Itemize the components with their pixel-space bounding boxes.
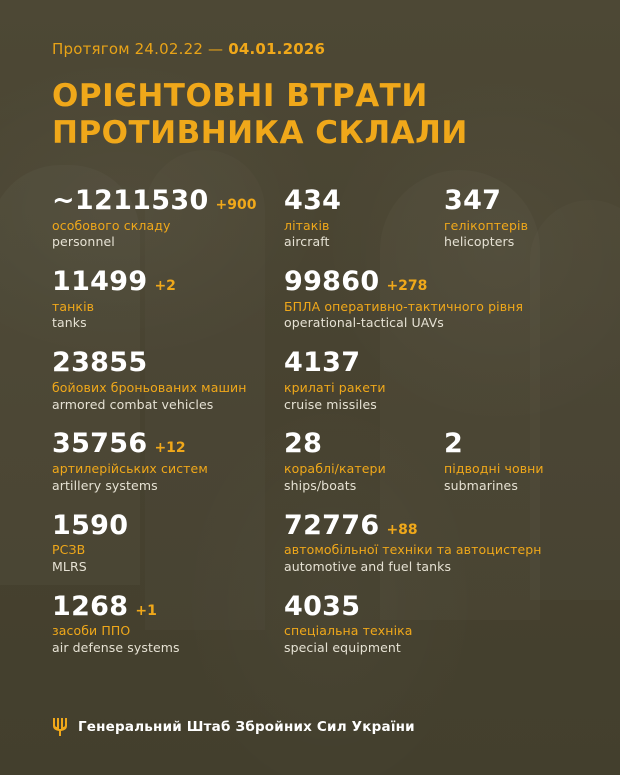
stat-number-line [444, 187, 564, 215]
stat-label-ua: особового складу [52, 217, 171, 233]
losses-row [52, 430, 568, 494]
stat-value: 28 [284, 428, 323, 460]
stat-delta: +278 [386, 278, 428, 295]
stat-number-line [444, 430, 564, 458]
stat-air-defense-systems [52, 590, 284, 657]
losses-grid [52, 187, 568, 657]
stat-special-equipment [284, 590, 584, 657]
stat-value: 1268 [52, 590, 129, 622]
stat-helicopters [444, 187, 564, 251]
stat-label-en: personnel [52, 234, 115, 250]
losses-row [52, 349, 568, 413]
stat-value: 4137 [284, 347, 361, 379]
losses-row [52, 187, 568, 251]
stat-delta: +88 [386, 521, 418, 538]
stat-label-ua: танків [52, 298, 95, 314]
stat-label-en: artillery systems [52, 477, 158, 493]
stat-artillery-systems [52, 430, 284, 494]
trident-icon [52, 717, 68, 737]
stat-label-en: MLRS [52, 558, 87, 574]
stat-personnel [52, 187, 284, 251]
losses-row [52, 590, 568, 657]
stat-label-ua: кораблі/катери [284, 460, 386, 476]
stat-value: 72776 [284, 509, 380, 541]
losses-row [52, 268, 568, 332]
period-end-date: 04.01.2026 [228, 40, 326, 58]
stat-value: 4035 [284, 590, 361, 622]
stat-label-ua: засоби ППО [52, 622, 131, 638]
stat-value: ~1211530 [52, 185, 209, 217]
footer [52, 717, 415, 737]
period-prefix: Протягом 24.02.22 — [52, 40, 224, 58]
stat-delta: +12 [154, 440, 186, 457]
footer-text: Генеральний Штаб Збройних Сил України [78, 719, 415, 735]
stat-number-line [284, 268, 584, 296]
stat-number-line [52, 187, 284, 215]
stat-label-en: helicopters [444, 234, 515, 250]
stat-label-ua: крилаті ракети [284, 379, 386, 395]
stat-label-ua: бойових броньованих машин [52, 379, 247, 395]
stat-label-en: armored combat vehicles [52, 396, 214, 412]
stat-value: 434 [284, 185, 342, 217]
stat-label-ua: БПЛА оперативно-тактичного рівня [284, 298, 524, 314]
stat-value: 347 [444, 185, 502, 217]
stat-label-ua: підводні човни [444, 460, 544, 476]
stat-number-line [52, 349, 284, 377]
stat-label-en: cruise missiles [284, 396, 377, 412]
stat-label-en: special equipment [284, 639, 401, 655]
stat-mlrs [52, 509, 284, 576]
stat-delta: +1 [135, 602, 157, 619]
stat-value: 2 [444, 428, 464, 460]
stat-submarines [444, 430, 564, 494]
stat-ships-boats [284, 430, 444, 494]
stat-label-en: aircraft [284, 234, 330, 250]
stat-value: 23855 [52, 347, 148, 379]
stat-number-line [284, 590, 584, 622]
stat-number-line [284, 349, 584, 377]
stat-label-ua: артилерійських систем [52, 460, 208, 476]
stat-cruise-missiles [284, 349, 584, 413]
stat-number-line [284, 430, 444, 458]
stat-armored-combat-vehicles [52, 349, 284, 413]
stat-uavs [284, 268, 584, 332]
stat-label-ua: РСЗВ [52, 541, 86, 557]
stat-number-line [52, 430, 284, 458]
losses-row [52, 509, 568, 576]
stat-label-ua: спеціальна техніка [284, 622, 413, 638]
stat-label-en: tanks [52, 315, 87, 331]
stat-value: 99860 [284, 266, 380, 298]
stat-label-en: automotive and fuel tanks [284, 558, 452, 574]
page-title-line-1: ОРІЄНТОВНІ ВТРАТИ [52, 78, 428, 114]
stat-label-ua: гелікоптерів [444, 217, 529, 233]
stat-label-en: operational-tactical UAVs [284, 315, 444, 331]
stat-label-ua: автомобільної техніки та автоцистерн [284, 541, 542, 557]
stat-number-line [52, 590, 284, 622]
stat-tanks [52, 268, 284, 332]
stat-number-line [284, 509, 584, 541]
stat-number-line [52, 268, 284, 296]
stat-delta: +2 [154, 278, 176, 295]
stat-label-en: ships/boats [284, 477, 357, 493]
page-title-line-2: ПРОТИВНИКА СКЛАЛИ [52, 114, 468, 151]
stat-value: 35756 [52, 428, 148, 460]
stat-automotive-and-fuel-tanks [284, 509, 584, 576]
stat-aircraft [284, 187, 444, 251]
report-period [52, 40, 568, 58]
stat-value: 11499 [52, 266, 148, 298]
stat-label-en: air defense systems [52, 639, 180, 655]
stat-value: 1590 [52, 509, 129, 541]
stat-delta: +900 [215, 197, 257, 214]
stat-label-ua: літаків [284, 217, 330, 233]
page-title [52, 78, 568, 151]
stat-number-line [52, 509, 284, 541]
stat-number-line [284, 187, 444, 215]
stat-label-en: submarines [444, 477, 518, 493]
